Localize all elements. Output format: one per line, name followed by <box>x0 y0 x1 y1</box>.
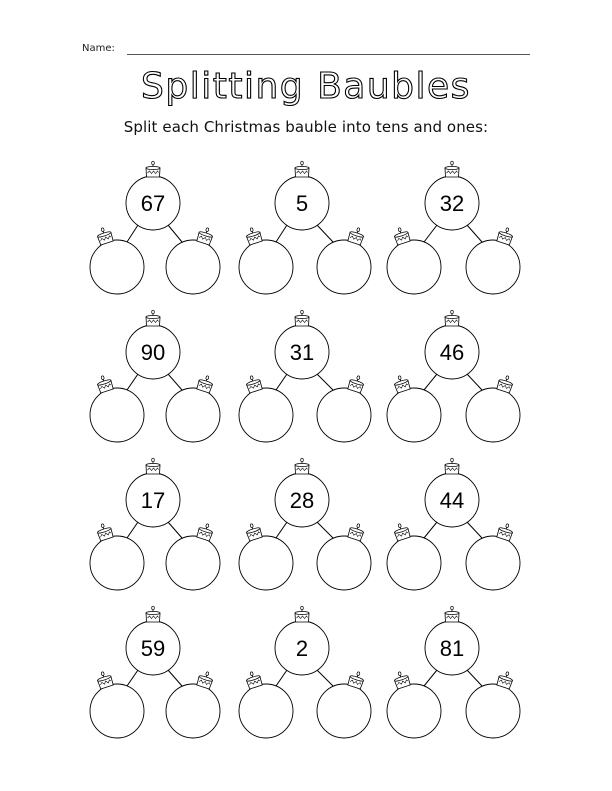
christmas-bauble-icon <box>126 310 180 379</box>
bauble-cap-icon <box>295 161 309 177</box>
bauble-cap-icon <box>445 310 459 326</box>
bauble-number: 44 <box>439 488 465 513</box>
bauble-group <box>239 458 371 590</box>
bauble-group <box>90 310 220 442</box>
connector-line-left <box>276 522 287 538</box>
bauble-cap-icon <box>445 161 459 177</box>
page-title-text: Splitting Baubles <box>141 66 471 107</box>
ones-bauble-answer[interactable] <box>166 226 220 294</box>
ones-bauble-answer[interactable] <box>466 522 520 590</box>
bauble-group <box>90 161 220 294</box>
bauble-number: 32 <box>439 191 465 216</box>
ones-bauble-answer[interactable] <box>466 226 520 294</box>
bauble-group <box>239 161 371 294</box>
bauble-group <box>387 458 520 590</box>
ones-bauble-answer[interactable] <box>166 670 220 738</box>
connector-line-right <box>168 670 182 686</box>
connector-line-left <box>276 670 287 686</box>
tens-bauble-answer[interactable] <box>90 374 144 442</box>
bauble-number: 59 <box>140 636 166 661</box>
bauble-cap-icon <box>146 458 160 474</box>
christmas-bauble-icon <box>275 458 329 527</box>
bauble-cap-icon <box>295 606 309 622</box>
bauble-cap-icon <box>295 458 309 474</box>
bauble-number: 31 <box>289 340 315 365</box>
bauble-group <box>387 161 520 294</box>
bauble-cap-icon <box>146 606 160 622</box>
connector-line-right <box>168 522 182 538</box>
christmas-bauble-icon <box>126 458 180 527</box>
ones-bauble-answer[interactable] <box>166 522 220 590</box>
connector-line-left <box>127 374 138 390</box>
bauble-number: 67 <box>140 191 166 216</box>
ones-bauble-answer[interactable] <box>466 670 520 738</box>
christmas-bauble-icon <box>425 310 479 379</box>
bauble-number: 46 <box>439 340 465 365</box>
ones-bauble-answer[interactable] <box>317 226 371 294</box>
tens-bauble-answer[interactable] <box>239 374 293 442</box>
connector-line-right <box>317 225 333 242</box>
connector-line-left <box>424 374 437 390</box>
tens-bauble-answer[interactable] <box>239 522 293 590</box>
ones-bauble-answer[interactable] <box>466 374 520 442</box>
connector-line-left <box>127 522 138 538</box>
bauble-number: 2 <box>295 636 309 661</box>
connector-line-right <box>467 374 482 390</box>
connector-line-left <box>276 225 287 242</box>
bauble-group <box>387 606 520 738</box>
ones-bauble-answer[interactable] <box>317 374 371 442</box>
christmas-bauble-icon <box>425 161 479 230</box>
connector-line-right <box>317 522 333 538</box>
bauble-number: 28 <box>289 488 315 513</box>
tens-bauble-answer[interactable] <box>387 226 441 294</box>
christmas-bauble-icon <box>425 458 479 527</box>
bauble-group <box>239 606 371 738</box>
tens-bauble-answer[interactable] <box>90 226 144 294</box>
connector-line-left <box>424 670 437 686</box>
bauble-number: 90 <box>140 340 166 365</box>
christmas-bauble-icon <box>425 606 479 675</box>
bauble-group <box>387 310 520 442</box>
tens-bauble-answer[interactable] <box>387 374 441 442</box>
ones-bauble-answer[interactable] <box>317 522 371 590</box>
christmas-bauble-icon <box>275 606 329 675</box>
connector-line-right <box>467 522 482 538</box>
connector-line-right <box>168 225 182 242</box>
bauble-number: 5 <box>295 191 309 216</box>
name-label: Name: <box>82 43 115 54</box>
connector-line-left <box>276 374 287 390</box>
bauble-cap-icon <box>295 310 309 326</box>
connector-line-left <box>424 522 437 538</box>
christmas-bauble-icon <box>275 161 329 230</box>
connector-line-right <box>168 374 182 390</box>
connector-line-left <box>127 670 138 686</box>
ones-bauble-answer[interactable] <box>317 670 371 738</box>
tens-bauble-answer[interactable] <box>239 670 293 738</box>
connector-line-right <box>317 374 333 390</box>
bauble-group <box>239 310 371 442</box>
tens-bauble-answer[interactable] <box>239 226 293 294</box>
christmas-bauble-icon <box>126 161 180 230</box>
connector-line-right <box>467 225 482 242</box>
bauble-group <box>90 458 220 590</box>
tens-bauble-answer[interactable] <box>90 670 144 738</box>
bauble-cap-icon <box>445 606 459 622</box>
ones-bauble-answer[interactable] <box>166 374 220 442</box>
tens-bauble-answer[interactable] <box>90 522 144 590</box>
connector-line-left <box>424 225 437 242</box>
christmas-bauble-icon <box>126 606 180 675</box>
bauble-number: 17 <box>140 488 166 513</box>
tens-bauble-answer[interactable] <box>387 670 441 738</box>
bauble-group <box>90 606 220 738</box>
connector-line-right <box>467 670 482 686</box>
connector-line-right <box>317 670 333 686</box>
bauble-cap-icon <box>445 458 459 474</box>
connector-line-left <box>127 225 138 242</box>
bauble-number: 81 <box>439 636 465 661</box>
bauble-cap-icon <box>146 161 160 177</box>
instructions: Split each Christmas bauble into tens and ones: <box>123 118 489 136</box>
bauble-cap-icon <box>146 310 160 326</box>
tens-bauble-answer[interactable] <box>387 522 441 590</box>
christmas-bauble-icon <box>275 310 329 379</box>
